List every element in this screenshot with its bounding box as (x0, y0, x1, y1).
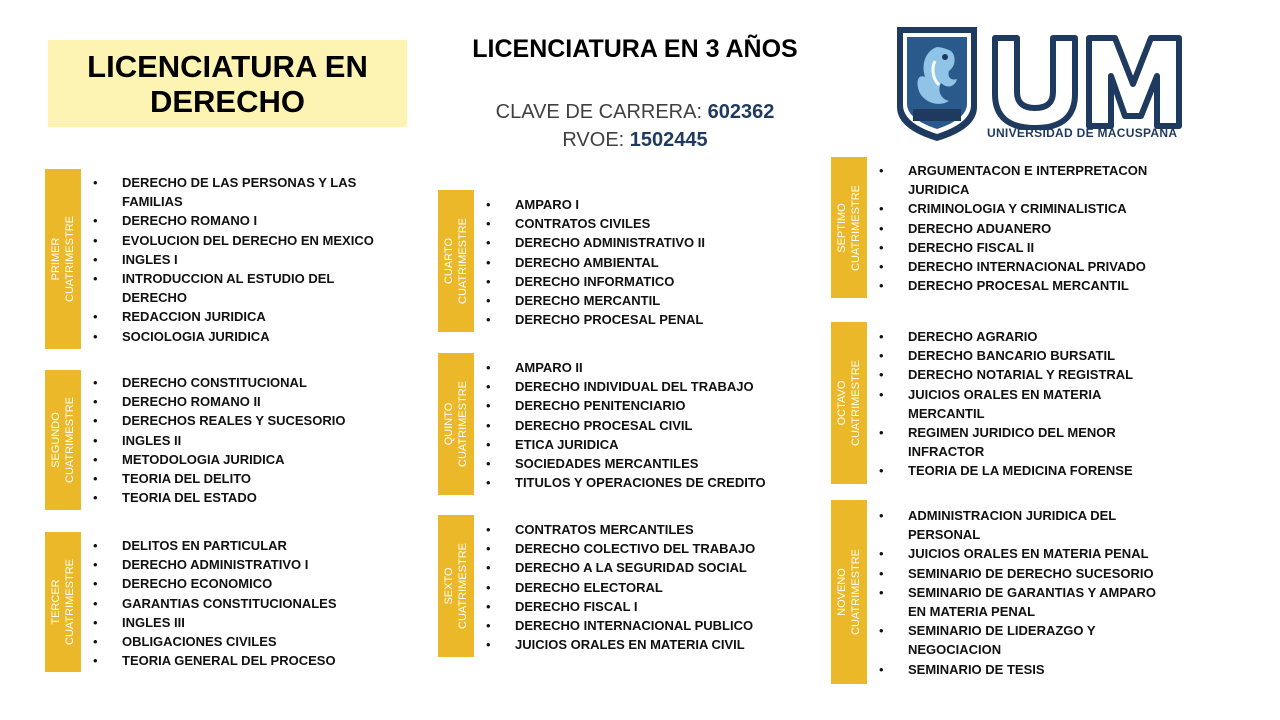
subject-list-primer (90, 173, 420, 346)
list-item: • AMPARO I (483, 195, 813, 214)
list-item: • TEORIA DEL ESTADO (90, 488, 420, 507)
list-item: • DERECHO CONSTITUCIONAL (90, 373, 420, 392)
rvoe (430, 129, 840, 152)
list-item: • INGLES III (90, 613, 420, 632)
list-item: • SEMINARIO DE GARANTIAS Y AMPARO EN MATERIA PENAL (876, 583, 1206, 621)
list-item: • SEMINARIO DE DERECHO SUCESORIO (876, 564, 1206, 583)
term-label: SEGUNDO CUATRIMESTRE (45, 370, 81, 510)
subject-list-cuarto (483, 195, 813, 329)
list-item: • JUICIOS ORALES EN MATERIA MERCANTIL (876, 385, 1206, 423)
term-label: CUARTO CUATRIMESTRE (438, 190, 474, 332)
list-item: • DERECHO FISCAL I (483, 597, 813, 616)
list-item: • DERECHO INFORMATICO (483, 272, 813, 291)
subject-list-segundo (90, 373, 420, 507)
list-item: • DERECHO INDIVIDUAL DEL TRABAJO (483, 377, 813, 396)
list-item: • CONTRATOS MERCANTILES (483, 520, 813, 539)
headline: LICENCIATURA EN 3 AÑOS (472, 35, 798, 63)
list-item: • DERECHO NOTARIAL Y REGISTRAL (876, 365, 1206, 384)
program-title: LICENCIATURA EN DERECHO (87, 48, 368, 119)
list-item: • DERECHO ADMINISTRATIVO II (483, 233, 813, 252)
list-item: • DERECHO A LA SEGURIDAD SOCIAL (483, 558, 813, 577)
list-item: • INGLES I (90, 250, 420, 269)
list-item: • DERECHO BANCARIO BURSATIL (876, 346, 1206, 365)
rvoe-label: RVOE: (562, 129, 625, 151)
term-label: OCTAVO CUATRIMESTRE (831, 322, 867, 484)
subject-list-septimo (876, 161, 1206, 295)
list-item: • ARGUMENTACON E INTERPRETACON JURIDICA (876, 161, 1206, 199)
list-item: • JUICIOS ORALES EN MATERIA CIVIL (483, 635, 813, 654)
subject-list-octavo (876, 327, 1206, 481)
subject-list-sexto (483, 520, 813, 654)
list-item: • TEORIA GENERAL DEL PROCESO (90, 651, 420, 670)
list-item: • AMPARO II (483, 358, 813, 377)
list-item: • TEORIA DE LA MEDICINA FORENSE (876, 461, 1206, 480)
list-item: • INTRODUCCION AL ESTUDIO DEL DERECHO (90, 269, 420, 307)
clave-value: 602362 (707, 101, 775, 123)
term-label: TERCER CUATRIMESTRE (45, 532, 81, 672)
list-item: • DERECHO AMBIENTAL (483, 253, 813, 272)
list-item: • SOCIEDADES MERCANTILES (483, 454, 813, 473)
list-item: • INGLES II (90, 431, 420, 450)
list-item: • DERECHO INTERNACIONAL PRIVADO (876, 257, 1206, 276)
list-item: • REDACCION JURIDICA (90, 307, 420, 326)
term-label: SEXTO CUATRIMESTRE (438, 515, 474, 657)
term-label: SEPTIMO CUATRIMESTRE (831, 157, 867, 298)
list-item: • ETICA JURIDICA (483, 435, 813, 454)
list-item: • REGIMEN JURIDICO DEL MENOR INFRACTOR (876, 423, 1206, 461)
um-letters-logo (987, 30, 1187, 130)
list-item: • DERECHO FISCAL II (876, 238, 1206, 257)
list-item: • METODOLOGIA JURIDICA (90, 450, 420, 469)
list-item: • DERECHO PROCESAL MERCANTIL (876, 276, 1206, 295)
list-item: • DERECHO ECONOMICO (90, 574, 420, 593)
list-item: • SEMINARIO DE LIDERAZGO Y NEGOCIACION (876, 621, 1206, 659)
list-item: • DERECHO ROMANO I (90, 211, 420, 230)
list-item: • DERECHO PROCESAL PENAL (483, 310, 813, 329)
list-item: • DERECHO ADUANERO (876, 219, 1206, 238)
list-item: • DERECHO MERCANTIL (483, 291, 813, 310)
list-item: • DERECHO ROMANO II (90, 392, 420, 411)
list-item: • DERECHO ADMINISTRATIVO I (90, 555, 420, 574)
list-item: • DERECHO COLECTIVO DEL TRABAJO (483, 539, 813, 558)
university-name: UNIVERSIDAD DE MACUSPANA (987, 126, 1178, 140)
list-item: • DERECHO PENITENCIARIO (483, 396, 813, 415)
term-label: PRIMER CUATRIMESTRE (45, 169, 81, 349)
university-logo (895, 25, 1195, 147)
term-label: NOVENO CUATRIMESTRE (831, 500, 867, 684)
clave-de-carrera (430, 101, 840, 124)
list-item: • DERECHO PROCESAL CIVIL (483, 416, 813, 435)
list-item: • CRIMINOLOGIA Y CRIMINALISTICA (876, 199, 1206, 218)
list-item: • EVOLUCION DEL DERECHO EN MEXICO (90, 231, 420, 250)
term-label: QUINTO CUATRIMESTRE (438, 353, 474, 495)
list-item: • DELITOS EN PARTICULAR (90, 536, 420, 555)
subject-list-quinto (483, 358, 813, 492)
list-item: • DERECHO AGRARIO (876, 327, 1206, 346)
list-item: • TITULOS Y OPERACIONES DE CREDITO (483, 473, 813, 492)
subject-list-noveno (876, 506, 1206, 679)
list-item: • DERECHO INTERNACIONAL PUBLICO (483, 616, 813, 635)
list-item: • SOCIOLOGIA JURIDICA (90, 327, 420, 346)
list-item: • DERECHO DE LAS PERSONAS Y LAS FAMILIAS (90, 173, 420, 211)
list-item: • TEORIA DEL DELITO (90, 469, 420, 488)
list-item: • GARANTIAS CONSTITUCIONALES (90, 594, 420, 613)
list-item: • ADMINISTRACION JURIDICA DEL PERSONAL (876, 506, 1206, 544)
list-item: • DERECHO ELECTORAL (483, 578, 813, 597)
subject-list-tercer (90, 536, 420, 670)
shield-eagle-icon (895, 25, 979, 143)
rvoe-value: 1502445 (629, 129, 708, 151)
clave-label: CLAVE DE CARRERA: (495, 101, 703, 123)
list-item: • JUICIOS ORALES EN MATERIA PENAL (876, 544, 1206, 563)
program-title-box (48, 40, 407, 127)
list-item: • OBLIGACIONES CIVILES (90, 632, 420, 651)
list-item: • DERECHOS REALES Y SUCESORIO (90, 411, 420, 430)
list-item: • CONTRATOS CIVILES (483, 214, 813, 233)
list-item: • SEMINARIO DE TESIS (876, 660, 1206, 679)
